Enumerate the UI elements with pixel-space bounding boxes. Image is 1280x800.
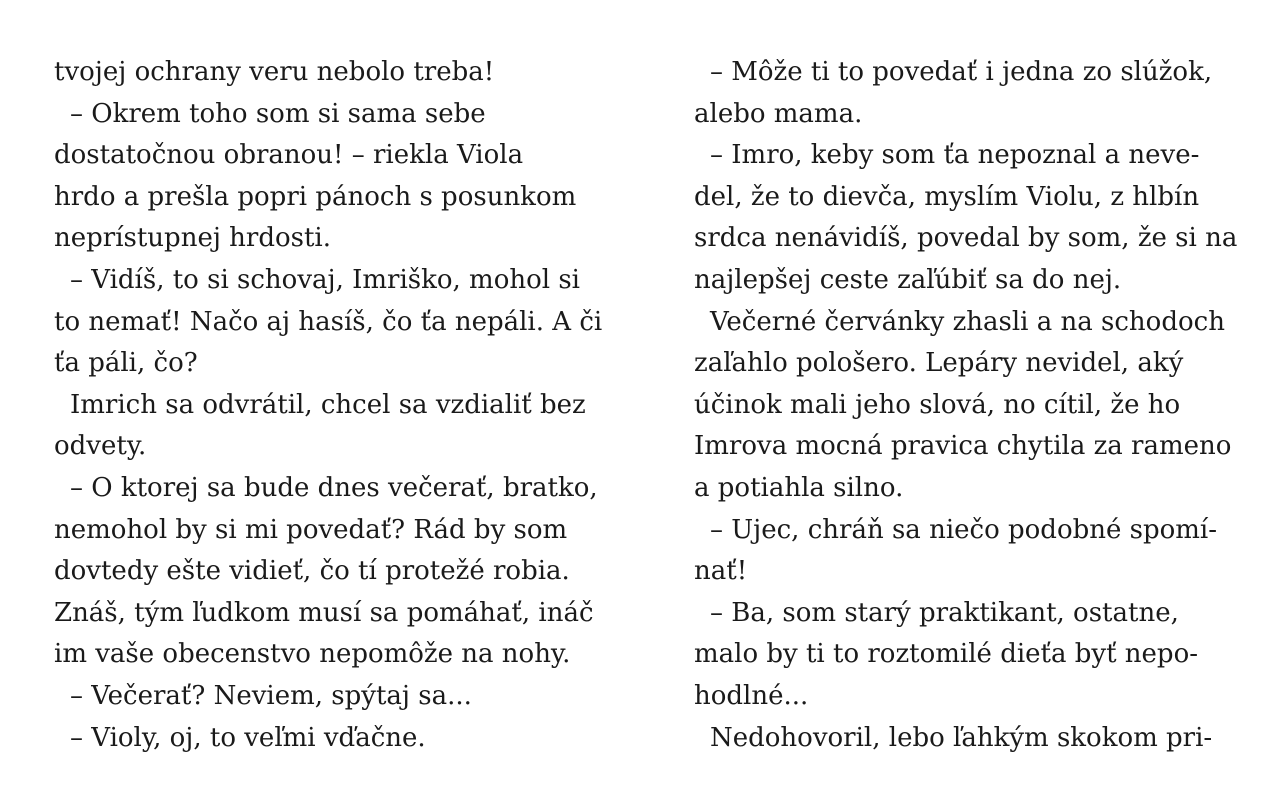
text-line: – Večerať? Neviem, spýtaj sa...	[70, 680, 472, 711]
text-line: – Môže ti to povedať i jedna zo slúžok,	[710, 57, 1213, 87]
text-line: malo by ti to roztomilé dieťa byť nepo-	[694, 639, 1199, 670]
text-line: Imrova mocná pravica chytila za rameno	[694, 431, 1232, 462]
text-line: tvojej ochrany veru nebolo treba!	[54, 57, 495, 87]
text-line: Nedohovoril, lebo ľahkým skokom pri-	[710, 722, 1213, 753]
text-line: hrdo a prešla popri pánoch s posunkom	[54, 181, 577, 212]
text-line: – Okrem toho som si sama sebe	[70, 98, 486, 129]
text-line: Večerné červánky zhasli a na schodoch	[710, 306, 1225, 337]
text-line: dovtedy ešte vidieť, čo tí protežé robia.	[54, 556, 570, 587]
text-line: – Ba, som starý praktikant, ostatne,	[710, 597, 1179, 628]
text-line: – Vidíš, to si schovaj, Imriško, mohol si	[70, 264, 580, 295]
left-text-column	[54, 52, 614, 759]
text-line: účinok mali jeho slová, no cítil, že ho	[694, 389, 1181, 420]
text-line: im vaše obecenstvo nepomôže na nohy.	[54, 639, 571, 670]
text-line: – Violy, oj, to veľmi vďačne.	[70, 722, 426, 753]
text-line: – Ujec, chráň sa niečo podobné spomí-	[710, 514, 1218, 545]
text-line: ťa páli, čo?	[54, 348, 198, 379]
text-line: – O ktorej sa bude dnes večerať, bratko,	[70, 472, 598, 503]
text-line: neprístupnej hrdosti.	[54, 223, 331, 254]
text-line: alebo mama.	[694, 98, 863, 129]
text-line: dostatočnou obranou! – riekla Viola	[54, 140, 524, 171]
text-line: nať!	[694, 556, 748, 587]
text-line: Znáš, tým ľudkom musí sa pomáhať, ináč	[54, 597, 594, 628]
text-line: a potiahla silno.	[694, 472, 904, 503]
text-line: del, že to dievča, myslím Violu, z hlbín	[694, 181, 1200, 212]
text-line: srdca nenávidíš, povedal by som, že si na	[694, 223, 1238, 254]
text-line: Imrich sa odvrátil, chcel sa vzdialiť bez	[70, 389, 586, 420]
text-line: hodlné...	[694, 680, 809, 711]
text-line: nemohol by si mi povedať? Rád by som	[54, 514, 568, 545]
right-text-column	[694, 52, 1254, 759]
text-line: – Imro, keby som ťa nepoznal a neve-	[710, 140, 1200, 171]
text-line: zaľahlo pološero. Lepáry nevidel, aký	[694, 348, 1184, 379]
text-line: to nemať! Načo aj hasíš, čo ťa nepáli. A či	[54, 306, 603, 337]
text-line: odvety.	[54, 431, 147, 462]
text-line: najlepšej ceste zaľúbiť sa do nej.	[694, 264, 1122, 295]
